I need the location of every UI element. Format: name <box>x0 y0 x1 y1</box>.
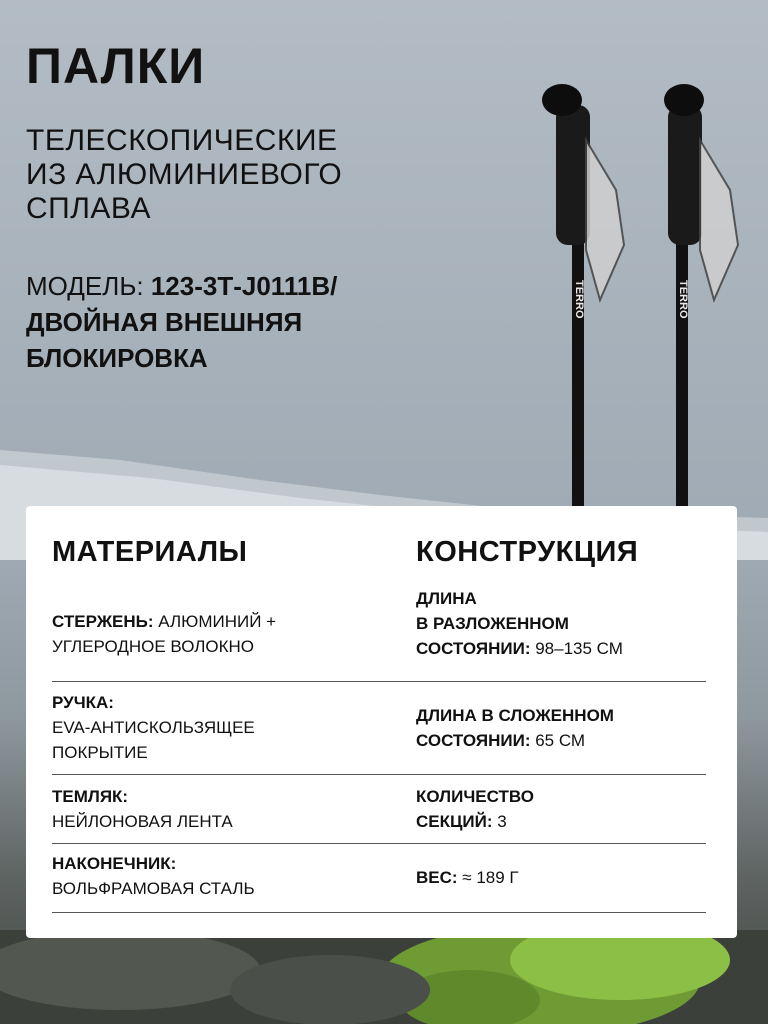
subtitle <box>26 124 496 226</box>
trekking-poles-image <box>520 70 768 510</box>
subtitle-line: СПЛАВА <box>26 192 151 225</box>
spec-key: ДЛИНА <box>416 589 477 608</box>
brand-label: TERRO <box>573 280 585 319</box>
brand-label: TERRO <box>677 280 689 319</box>
spec-value: УГЛЕРОДНОЕ ВОЛОКНО <box>52 637 255 656</box>
spec-row <box>52 609 276 659</box>
subtitle-line: ТЕЛЕСКОПИЧЕСКИЕ <box>26 124 338 157</box>
spec-value: ≈ 189 Г <box>457 868 519 887</box>
model-value: 123-3Т-J0111B/ <box>150 271 338 301</box>
model-label: МОДЕЛЬ: <box>26 271 151 301</box>
subtitle-line: ИЗ АЛЮМИНИЕВОГО <box>26 158 343 191</box>
spec-value: ПОКРЫТИЕ <box>52 743 148 762</box>
spec-key: РУЧКА: <box>52 693 114 712</box>
spec-key: СОСТОЯНИИ: <box>416 731 531 750</box>
pole-right <box>664 84 738 510</box>
spec-row <box>52 851 255 901</box>
spec-value: 3 <box>492 812 507 831</box>
spec-key: СОСТОЯНИИ: <box>416 639 531 658</box>
spec-value: 65 СМ <box>530 731 586 750</box>
spec-row <box>52 784 233 834</box>
spec-key: ВЕС: <box>416 868 458 887</box>
spec-key: В РАЗЛОЖЕННОМ <box>416 614 569 633</box>
spec-card <box>26 506 737 938</box>
spec-key: КОЛИЧЕСТВО <box>416 787 534 806</box>
model-info <box>26 268 496 376</box>
spec-value: НЕЙЛОНОВАЯ ЛЕНТА <box>52 812 233 831</box>
spec-value: АЛЮМИНИЙ + <box>153 612 277 631</box>
spec-key: ДЛИНА В СЛОЖЕННОМ <box>416 706 614 725</box>
header-block <box>26 36 496 376</box>
spec-value: EVA-АНТИСКОЛЬЗЯЩЕЕ <box>52 718 255 737</box>
page-title: ПАЛКИ <box>26 38 206 94</box>
spec-row <box>52 690 255 765</box>
spec-value: ВОЛЬФРАМОВАЯ СТАЛЬ <box>52 879 255 898</box>
model-value: БЛОКИРОВКА <box>26 343 208 373</box>
spec-key: СТЕРЖЕНЬ: <box>52 612 154 631</box>
row-divider <box>52 774 706 775</box>
spec-row <box>416 784 534 834</box>
pole-left <box>542 84 624 510</box>
row-divider <box>52 912 706 913</box>
spec-row <box>416 703 614 753</box>
materials-heading: МАТЕРИАЛЫ <box>52 536 248 568</box>
spec-row <box>416 865 519 890</box>
model-value: ДВОЙНАЯ ВНЕШНЯЯ <box>26 307 303 337</box>
spec-key: ТЕМЛЯК: <box>52 787 129 806</box>
construction-heading: КОНСТРУКЦИЯ <box>416 536 639 568</box>
spec-key: НАКОНЕЧНИК: <box>52 854 177 873</box>
spec-value: 98–135 СМ <box>530 639 623 658</box>
spec-row <box>416 586 623 661</box>
row-divider <box>52 681 706 682</box>
spec-key: СЕКЦИЙ: <box>416 812 493 831</box>
row-divider <box>52 843 706 844</box>
